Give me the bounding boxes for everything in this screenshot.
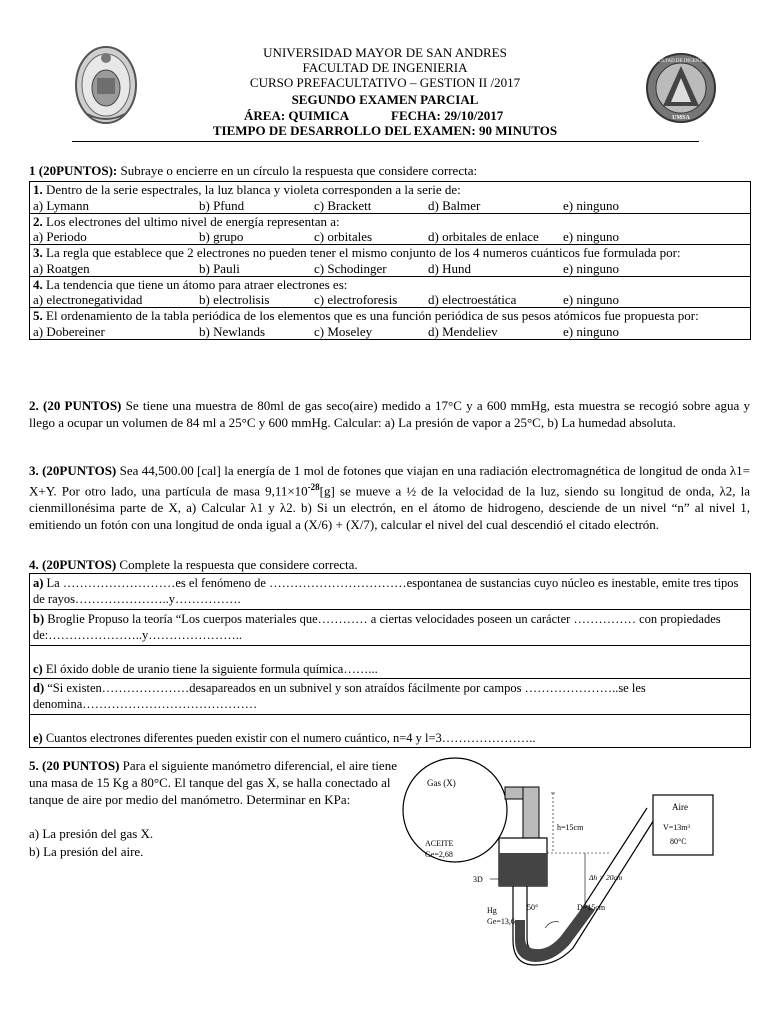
- q5-paragraph: [29, 757, 399, 808]
- q3-label: 3. (20PUNTOS): [29, 463, 117, 478]
- q4-instruction: Complete la respuesta que considere correcta.: [116, 557, 358, 572]
- q4-row-d: [30, 679, 751, 715]
- q4-row-text[interactable]: Cuantos electrones diferentes pueden existir con el numero cuántico, n=4 y l=3…………………..: [42, 731, 536, 745]
- faculty-seal-right: [645, 52, 717, 124]
- q1-heading: [29, 162, 750, 179]
- manometer-diagram: [395, 750, 735, 1012]
- q1-option-d[interactable]: d) electroestática: [428, 292, 517, 307]
- q1-instruction: Subraye o encierre en un círculo la respuesta que considere correcta:: [120, 163, 478, 178]
- gas-tank: [403, 758, 507, 862]
- q1-option-c[interactable]: c) Brackett: [314, 197, 372, 213]
- q1-option-a[interactable]: a) Periodo: [33, 229, 87, 244]
- q4-heading: [29, 556, 750, 573]
- angle-label: 50°: [527, 903, 539, 912]
- q4-row-text[interactable]: Broglie Propuso la teoría “Los cuerpos materiales que………… a ciertas velocidades poseen un carácter …………… con propiedades de:…………………..y…………………..: [33, 612, 721, 642]
- q1-option-b[interactable]: b) electrolisis: [199, 292, 270, 307]
- dh-label: Δh = 20cm: [589, 873, 623, 882]
- gas-label: Gas (X): [427, 778, 456, 788]
- header-university: UNIVERSIDAD MAYOR DE SAN ANDRES: [263, 45, 507, 60]
- q5-text: Para el siguiente manómetro diferencial, el aire tiene una masa de 15 Kg a 80°C. El tanque del gas X, se halla conectado al tanque de aire por medio del manómetro. Determinar en KPa:: [29, 758, 397, 807]
- q1-option-d[interactable]: d) Hund: [428, 260, 471, 276]
- q1-option-a[interactable]: a) Roatgen: [33, 260, 90, 276]
- q4-row-e: [30, 715, 751, 748]
- q4-label: 4. (20PUNTOS): [29, 557, 117, 572]
- temp-label: 80°C: [670, 837, 687, 846]
- q1-item-text: La regla que establece que 2 electrones no pueden tener el mismo conjunto de los 4 numeros cuánticos fue formulada por:: [46, 245, 681, 260]
- q1-option-e[interactable]: e) ninguno: [563, 323, 619, 339]
- oil-fill: [499, 853, 547, 886]
- q1-item-text: Dentro de la serie espectrales, la luz blanca y violeta corresponden a la serie de:: [46, 182, 461, 197]
- ge-aceite-label: Ge=2,68: [425, 850, 453, 859]
- q4-row-lead: e): [33, 731, 43, 745]
- header-course: CURSO PREFACULTATIVO – GESTION II /2017: [249, 75, 521, 90]
- q2-paragraph: [29, 397, 750, 431]
- q4-row-c: [30, 646, 751, 679]
- seal-right-text: FACULTAD DE INGENIERIA: [649, 59, 713, 64]
- q1-item-5: [30, 308, 751, 340]
- q3-text-a: Sea 44,500.00 [cal] la energía de 1 mol de fotones que viajan en una radiación electromagnética de longitud de onda λ1= X+Y. Por otro lado, una partícula de masa 9,11×10: [29, 463, 750, 499]
- q1-option-c[interactable]: c) orbitales: [314, 229, 373, 244]
- q1-item-num: 1.: [33, 182, 43, 197]
- q1-option-b[interactable]: b) Newlands: [199, 323, 266, 339]
- q3-paragraph: [29, 462, 750, 533]
- q1-item-num: 4.: [33, 276, 43, 292]
- q1-option-e[interactable]: e) ninguno: [563, 292, 619, 307]
- q1-item-2: [30, 213, 751, 245]
- q5-part-b: b) La presión del aire.: [29, 844, 144, 859]
- q1-option-d[interactable]: d) Mendeliev: [428, 323, 498, 339]
- hg-label: Hg: [487, 906, 497, 915]
- q1-option-b[interactable]: b) Pauli: [199, 260, 240, 276]
- q1-item-1: [30, 182, 751, 214]
- q4-row-b: [30, 610, 751, 646]
- q1-option-d[interactable]: d) Balmer: [428, 197, 481, 213]
- q4-row-lead: c): [33, 662, 43, 676]
- q4-row-text[interactable]: “Si existen…………………desapareados en un subnivel y son atraídos fácilmente por campos …………………..se les denomina……………………………………: [33, 681, 646, 711]
- q2-text: Se tiene una muestra de 80ml de gas seco(aire) medido a 17°C y a 600 mmHg, esta muestra se recogió sobre agua y llego a ocupar un volumen de 84 ml a 25°C y 600 mmHg. Calcular: a) La presión de vapor a 25°C, b) La humedad absoluta.: [29, 398, 751, 430]
- q5-label: 5. (20 PUNTOS): [29, 758, 120, 773]
- q1-item-text: Los electrones del ultimo nivel de energía representan a:: [46, 213, 340, 229]
- q1-option-a[interactable]: a) Lymann: [33, 197, 89, 213]
- q1-item-text: El ordenamiento de la tabla periódica de los elementos que es una función periódica de sus pesos atómicos fue propuesta por:: [46, 308, 699, 323]
- q1-item-num: 2.: [33, 213, 43, 229]
- seal-right-bottom: UMSA: [672, 115, 690, 121]
- d-label: D=15cm: [577, 903, 606, 912]
- q1-points: (20PUNTOS):: [38, 163, 118, 178]
- aceite-label: ACEITE: [425, 839, 454, 848]
- q1-option-b[interactable]: b) grupo: [199, 229, 244, 244]
- q1-table: [29, 181, 751, 340]
- q1-number: 1: [29, 163, 36, 178]
- header-rule: [72, 141, 699, 142]
- q1-option-e[interactable]: e) ninguno: [563, 197, 619, 213]
- header-exam: SEGUNDO EXAMEN PARCIAL: [291, 92, 479, 107]
- q4-row-lead: b): [33, 612, 45, 626]
- header-area: ÁREA: QUIMICA: [244, 108, 350, 123]
- riser-pipe: [523, 787, 539, 839]
- q3-exponent: -28: [307, 482, 320, 492]
- q4-row-text[interactable]: La ………………………es el fenómeno de ……………………………espontanea de sustancias cuyo núcleo es inestable, emite tres tipos de rayos…………………..y…………….: [33, 576, 739, 606]
- q1-option-e[interactable]: e) ninguno: [563, 229, 619, 244]
- ge-hg-label: Ge=13,6: [487, 917, 515, 926]
- header-time: TIEMPO DE DESARROLLO DEL EXAMEN: 90 MINUTOS: [212, 123, 558, 138]
- q1-item-num: 5.: [33, 308, 43, 323]
- d3-label: 3D: [473, 875, 483, 884]
- q1-option-b[interactable]: b) Pfund: [199, 197, 245, 213]
- h-label: h=15cm: [557, 823, 584, 832]
- q1-item-num: 3.: [33, 245, 43, 260]
- q4-table: [29, 573, 751, 748]
- q4-row-a: [30, 574, 751, 610]
- aire-label: Aire: [672, 802, 688, 812]
- q1-option-c[interactable]: c) Schodinger: [314, 260, 387, 276]
- q1-item-3: [30, 245, 751, 277]
- q1-option-a[interactable]: a) Dobereiner: [33, 323, 105, 339]
- q3-text-b: [g] se mueve a ½ de la velocidad de la luz, siendo su longitud de onda, λ2, la cienmillonésima parte de X, a) Calcular λ1 y λ2. b) Si un electrón, en el átomo de hidrogeno, desciende de un nivel “n” al nivel 1, emitiendo un fotón con una longitud de onda igual a (X/6) + (X/7), calcular el nivel del cual descendió el citado electrón.: [29, 483, 750, 533]
- q1-item-4: [30, 276, 751, 308]
- q1-option-c[interactable]: c) Moseley: [314, 323, 373, 339]
- university-seal-left: [73, 44, 139, 126]
- volume-label: V=13m³: [663, 823, 690, 832]
- q5-part-a: a) La presión del gas X.: [29, 826, 154, 841]
- q1-option-e[interactable]: e) ninguno: [563, 260, 619, 276]
- q1-item-text: La tendencia que tiene un átomo para atraer electrones es:: [46, 276, 348, 292]
- q1-option-a[interactable]: a) electronegatividad: [33, 292, 143, 307]
- q4-row-lead: a): [33, 576, 44, 590]
- q4-row-text[interactable]: El óxido doble de uranio tiene la siguiente formula química……...: [42, 662, 378, 676]
- q1-option-d[interactable]: d) orbitales de enlace: [428, 229, 539, 244]
- header-faculty: FACULTAD DE INGENIERIA: [302, 60, 468, 75]
- q4-row-lead: d): [33, 681, 45, 695]
- header-date: FECHA: 29/10/2017: [391, 108, 504, 123]
- q1-option-c[interactable]: c) electroforesis: [314, 292, 398, 307]
- q2-label: 2. (20 PUNTOS): [29, 398, 122, 413]
